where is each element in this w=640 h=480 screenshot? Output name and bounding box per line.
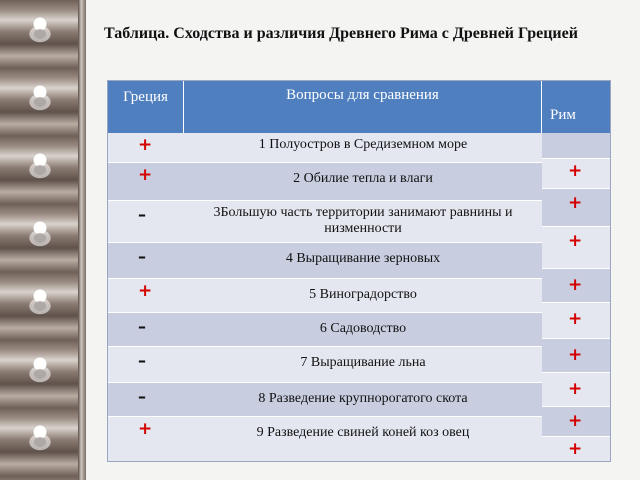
greece-mark: + [138,281,153,301]
question-cell [184,313,542,347]
question-cell [184,383,542,417]
question-text: 7 Выращивание льна [300,355,426,370]
decorative-border [0,0,78,480]
question-cell [184,279,542,313]
greece-cell [108,313,184,347]
question-cell [184,163,542,201]
greece-cell [108,383,184,417]
question-text: 1 Полуостров в Средиземном море [258,137,468,152]
rome-cell [542,189,610,227]
question-text: 8 Разведение крупнорогатого скота [258,391,468,406]
question-cell [184,201,542,243]
rome-mark: + [568,309,583,329]
rome-cell [542,407,610,437]
rome-mark: + [568,439,583,459]
rome-cell [542,303,610,339]
question-text: 9 Разведение свиней коней коз овец [256,425,470,440]
rome-cell [542,373,610,407]
greece-mark: – [138,205,146,224]
greece-mark: – [138,351,146,370]
rome-mark: + [568,161,583,181]
greece-mark: + [138,419,153,439]
rome-cell [542,339,610,373]
greece-mark: + [138,165,153,185]
greece-mark: + [138,135,153,155]
greece-mark: – [138,387,146,406]
rome-cell [542,437,610,461]
rome-cell [542,227,610,269]
greece-column [108,133,185,461]
rome-cell [542,159,610,189]
rome-cell [542,133,610,159]
question-text: 3Большую часть территории занимают равнины и низменности [213,205,513,236]
greece-cell [108,163,184,201]
greece-cell [108,201,184,243]
question-cell [184,417,542,461]
question-cell [184,243,542,279]
greece-cell [108,243,184,279]
greece-cell [108,347,184,383]
rome-mark: + [568,231,583,251]
greece-mark: – [138,247,146,266]
header-greece: Греция [108,81,184,133]
question-cell [184,133,542,163]
question-text: 5 Виноградорство [309,287,417,302]
question-text: 4 Выращивание зерновых [285,251,441,266]
question-text: 6 Садоводство [319,321,407,336]
page-title: Таблица. Сходства и различия Древнего Рима с Древней Грецией [104,25,578,42]
comparison-table [107,80,611,462]
rome-mark: + [568,379,583,399]
rome-mark: + [568,411,583,431]
rome-cell [542,269,610,303]
greece-cell [108,133,184,163]
border-edge [78,0,86,480]
rome-column [542,133,610,461]
questions-column [184,133,543,461]
rome-mark: + [568,193,583,213]
question-text: 2 Обилие тепла и влаги [293,171,433,186]
greece-cell [108,417,184,461]
question-cell [184,347,542,383]
greece-cell [108,279,184,313]
rome-mark: + [568,275,583,295]
header-questions: Вопросы для сравнения [184,81,542,133]
greece-mark: – [138,317,146,336]
rome-mark: + [568,345,583,365]
header-rome: Рим [542,81,610,133]
